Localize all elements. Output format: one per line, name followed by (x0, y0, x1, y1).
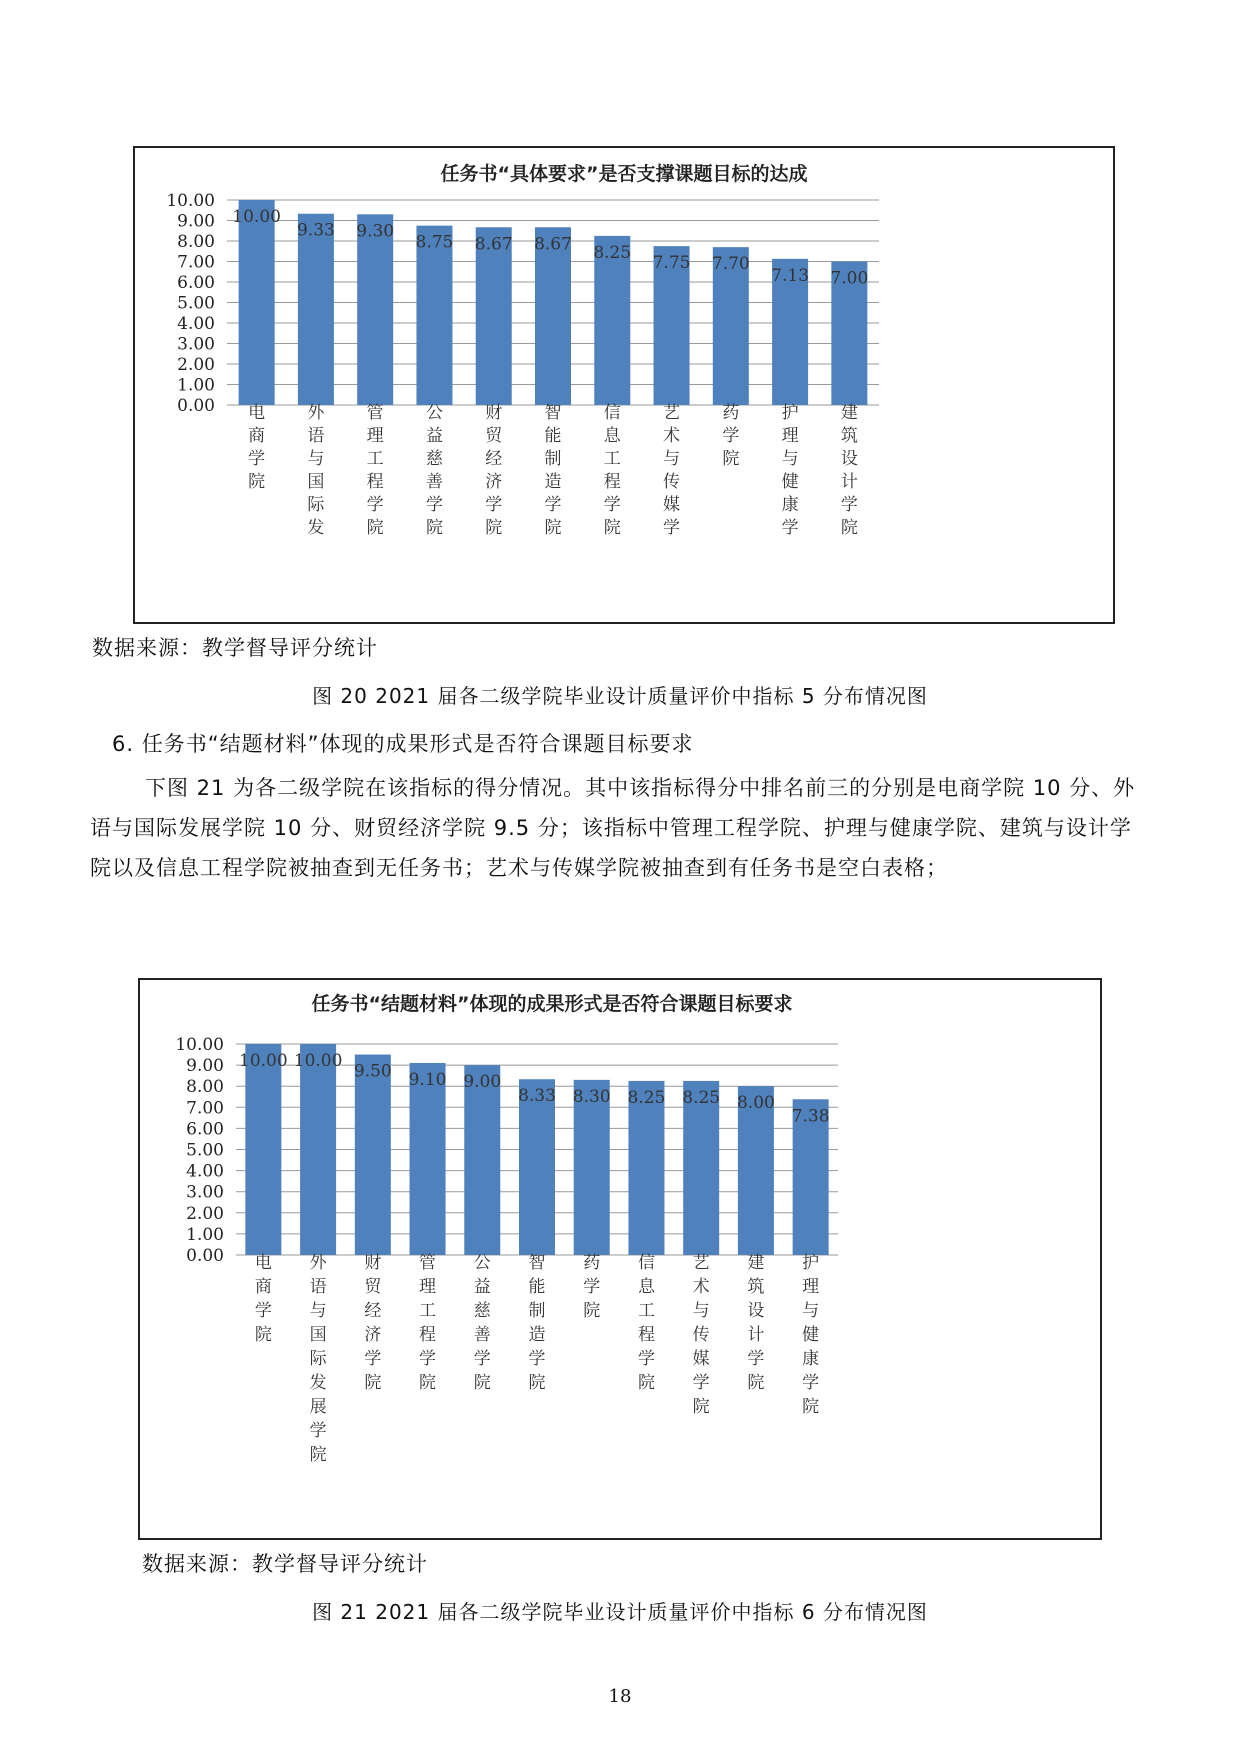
category-char: 与 (307, 449, 325, 469)
category-char: 护 (802, 1253, 820, 1273)
category-char: 学 (583, 1277, 601, 1297)
data-label: 8.00 (736, 1093, 775, 1114)
category-char: 济 (364, 1325, 382, 1345)
bar (357, 214, 393, 405)
data-label: 8.75 (415, 232, 454, 253)
category-char: 能 (528, 1277, 546, 1297)
category-char: 程 (637, 1325, 655, 1345)
category-label (663, 403, 680, 538)
category-char: 慈 (425, 449, 443, 469)
category-char: 学 (802, 1373, 820, 1393)
category-label (307, 403, 325, 538)
bar (298, 214, 334, 405)
category-char: 传 (663, 472, 681, 492)
category-label (248, 403, 265, 492)
category-char: 工 (603, 449, 621, 469)
category-label (419, 1253, 436, 1393)
category-label (604, 403, 622, 538)
category-char: 院 (309, 1445, 327, 1465)
category-char: 息 (603, 426, 621, 446)
category-char: 制 (528, 1301, 546, 1321)
y-tick-label: 7.00 (186, 1098, 224, 1119)
category-char: 工 (366, 449, 384, 469)
chart-title: 任务书“具体要求”是否支撑课题目标的达成 (440, 163, 808, 185)
data-label: 10.00 (232, 207, 281, 227)
data-label: 8.30 (572, 1086, 611, 1107)
category-char: 媒 (663, 495, 681, 515)
category-char: 媒 (692, 1349, 710, 1369)
category-char: 学 (364, 1349, 382, 1369)
figure-caption: 图 20 2021 届各二级学院毕业设计质量评价中指标 5 分布情况图 (312, 684, 928, 708)
category-char: 学 (248, 449, 266, 469)
category-char: 公 (473, 1253, 491, 1273)
category-char: 院 (528, 1373, 546, 1393)
data-label: 9.10 (408, 1069, 447, 1090)
category-char: 建 (747, 1253, 765, 1273)
y-tick-label: 1.00 (186, 1224, 224, 1245)
category-char: 语 (309, 1277, 327, 1297)
y-tick-label: 4.00 (186, 1161, 224, 1182)
category-char: 学 (637, 1349, 655, 1369)
category-char: 与 (663, 449, 681, 469)
category-char: 院 (603, 518, 621, 538)
category-char: 理 (781, 426, 799, 446)
bar (245, 1044, 281, 1255)
category-char: 造 (528, 1325, 546, 1345)
category-char: 管 (366, 403, 384, 423)
y-tick-label: 10.00 (175, 1035, 224, 1055)
category-char: 学 (692, 1373, 710, 1393)
y-tick-label: 8.00 (186, 1077, 224, 1098)
category-char: 护 (781, 403, 799, 423)
category-char: 学 (747, 1349, 765, 1369)
category-char: 院 (637, 1373, 655, 1393)
y-tick-label: 0.00 (186, 1246, 224, 1266)
category-label (782, 403, 799, 538)
data-label: 9.30 (356, 221, 395, 242)
y-tick-label: 3.00 (186, 1182, 224, 1203)
y-tick-label: 9.00 (186, 1056, 224, 1077)
category-char: 贸 (485, 426, 503, 446)
category-label (841, 403, 858, 538)
category-char: 与 (781, 449, 799, 469)
category-char: 与 (692, 1301, 710, 1321)
body-paragraph: 下图 21 为各二级学院在该指标的得分情况。其中该指标得分中排名前三的分别是电商学院 10 分、外语与国际发展学院 10 分、财贸经济学院 9.5 分；该指标中管理工程学院、护理与健康学院、建筑与设计学院以及信息工程学院被抽查到无任务书；艺术与传媒学院被抽查到有任务书是空白表格； (90, 776, 1136, 880)
category-char: 理 (366, 426, 384, 446)
category-char: 学 (309, 1421, 327, 1441)
data-label: 7.38 (791, 1106, 830, 1127)
category-char: 与 (802, 1301, 820, 1321)
category-char: 健 (781, 472, 799, 492)
category-label (485, 403, 503, 538)
data-label: 7.75 (652, 253, 691, 274)
category-char: 术 (663, 426, 681, 446)
page-number: 18 (608, 1686, 632, 1707)
category-char: 院 (544, 518, 562, 538)
category-char: 院 (248, 472, 266, 492)
category-char: 语 (307, 426, 325, 446)
category-char: 学 (425, 495, 443, 515)
data-source-note: 数据来源：教学督导评分统计 (92, 636, 378, 660)
y-tick-label: 3.00 (177, 334, 215, 355)
y-tick-label: 5.00 (177, 293, 215, 314)
category-label (367, 403, 384, 538)
category-label (529, 1253, 546, 1393)
category-char: 电 (248, 403, 266, 423)
category-char: 学 (603, 495, 621, 515)
data-label: 7.00 (830, 268, 869, 289)
category-char: 院 (473, 1373, 491, 1393)
category-label (255, 1253, 272, 1345)
section-heading: 6. 任务书“结题材料”体现的成果形式是否符合课题目标要求 (112, 732, 694, 756)
category-char: 健 (802, 1325, 820, 1345)
bar (355, 1055, 391, 1255)
y-tick-label: 7.00 (177, 252, 215, 273)
category-char: 发 (307, 518, 325, 538)
category-label (583, 1253, 600, 1321)
category-char: 信 (637, 1253, 655, 1273)
data-label: 10.00 (239, 1051, 288, 1071)
data-label: 8.25 (627, 1087, 666, 1108)
category-char: 院 (366, 518, 384, 538)
category-char: 院 (364, 1373, 382, 1393)
y-tick-label: 6.00 (177, 273, 215, 293)
category-char: 院 (425, 518, 443, 538)
category-char: 康 (781, 495, 799, 515)
category-label (693, 1253, 710, 1417)
bar-chart-indicator-6 (140, 980, 1100, 1538)
category-char: 学 (366, 495, 384, 515)
category-char: 院 (802, 1397, 820, 1417)
y-tick-label: 8.00 (177, 232, 215, 252)
category-char: 智 (528, 1253, 546, 1273)
category-label (545, 403, 562, 538)
category-char: 管 (419, 1253, 437, 1273)
category-char: 学 (419, 1349, 437, 1369)
category-label (426, 403, 443, 538)
category-char: 公 (425, 403, 443, 423)
y-tick-label: 9.00 (177, 211, 215, 232)
y-tick-label: 10.00 (166, 191, 215, 211)
category-char: 财 (485, 403, 503, 423)
category-char: 发 (309, 1373, 327, 1393)
category-char: 院 (485, 518, 503, 538)
data-label: 8.25 (593, 242, 632, 263)
category-char: 际 (309, 1349, 327, 1369)
category-label (802, 1253, 819, 1417)
category-label (747, 1253, 764, 1393)
category-char: 益 (425, 426, 443, 446)
category-char: 息 (637, 1277, 655, 1297)
bar (239, 200, 275, 405)
category-char: 财 (364, 1253, 382, 1273)
category-char: 国 (309, 1325, 327, 1345)
category-char: 计 (747, 1325, 765, 1345)
data-label: 8.25 (682, 1087, 721, 1108)
category-char: 益 (473, 1277, 491, 1297)
category-char: 学 (722, 426, 740, 446)
data-label: 9.00 (463, 1072, 502, 1093)
category-char: 善 (425, 472, 443, 492)
category-char: 学 (840, 495, 858, 515)
data-label: 9.33 (296, 220, 335, 241)
bar (410, 1063, 446, 1255)
category-char: 程 (366, 472, 384, 492)
category-char: 艺 (663, 403, 681, 423)
data-label: 10.00 (293, 1051, 343, 1071)
category-label (474, 1253, 491, 1393)
category-char: 制 (544, 449, 562, 469)
y-tick-label: 4.00 (177, 314, 215, 334)
category-char: 药 (722, 403, 740, 423)
y-tick-label: 2.00 (177, 355, 215, 375)
category-char: 能 (544, 426, 562, 446)
category-char: 传 (692, 1325, 710, 1345)
category-char: 际 (307, 495, 325, 515)
data-label: 8.33 (518, 1086, 556, 1107)
category-char: 设 (747, 1301, 765, 1321)
category-char: 造 (544, 472, 562, 492)
bar-chart-indicator-5 (135, 148, 1113, 622)
data-label: 8.67 (534, 234, 572, 255)
category-char: 工 (637, 1301, 655, 1321)
category-char: 学 (485, 495, 503, 515)
data-label: 7.13 (771, 265, 810, 286)
y-tick-label: 2.00 (186, 1203, 224, 1224)
category-char: 药 (583, 1253, 601, 1273)
category-char: 善 (473, 1325, 491, 1345)
category-char: 筑 (840, 426, 858, 446)
category-char: 设 (840, 449, 858, 469)
category-char: 院 (583, 1301, 601, 1321)
chart-figure-20 (133, 146, 1115, 624)
category-char: 理 (802, 1277, 820, 1297)
category-char: 院 (692, 1397, 710, 1417)
category-char: 与 (309, 1301, 327, 1321)
category-char: 国 (307, 472, 325, 492)
category-char: 外 (309, 1253, 327, 1273)
category-char: 智 (544, 403, 562, 423)
data-label: 9.50 (353, 1061, 392, 1082)
category-char: 院 (419, 1373, 437, 1393)
y-tick-label: 0.00 (177, 396, 215, 416)
category-char: 经 (364, 1301, 382, 1321)
category-char: 经 (485, 449, 503, 469)
category-char: 学 (528, 1349, 546, 1369)
category-char: 程 (603, 472, 621, 492)
category-char: 工 (419, 1301, 437, 1321)
category-char: 商 (248, 426, 266, 446)
category-label (722, 403, 739, 469)
chart-figure-21 (138, 978, 1102, 1540)
category-char: 院 (840, 518, 858, 538)
category-char: 学 (663, 518, 681, 538)
category-char: 外 (307, 403, 325, 423)
figure-caption: 图 21 2021 届各二级学院毕业设计质量评价中指标 6 分布情况图 (312, 1600, 928, 1624)
bar (464, 1065, 500, 1255)
bar (300, 1044, 336, 1255)
data-source-note: 数据来源：教学督导评分统计 (142, 1552, 428, 1576)
category-char: 学 (473, 1349, 491, 1369)
category-char: 信 (603, 403, 621, 423)
y-tick-label: 6.00 (186, 1119, 224, 1140)
chart-title: 任务书“结题材料”体现的成果形式是否符合课题目标要求 (311, 993, 793, 1015)
category-char: 慈 (473, 1301, 491, 1321)
data-label: 8.67 (474, 234, 513, 255)
category-char: 学 (254, 1301, 272, 1321)
category-char: 院 (254, 1325, 272, 1345)
category-char: 展 (309, 1397, 327, 1417)
category-char: 康 (802, 1349, 820, 1369)
category-char: 建 (840, 403, 858, 423)
category-char: 院 (747, 1373, 765, 1393)
category-char: 学 (544, 495, 562, 515)
category-char: 商 (254, 1277, 272, 1297)
y-tick-label: 5.00 (186, 1140, 224, 1161)
category-char: 济 (485, 472, 503, 492)
category-char: 艺 (692, 1253, 710, 1273)
category-char: 程 (419, 1325, 437, 1345)
category-char: 术 (692, 1277, 710, 1297)
category-char: 院 (722, 449, 740, 469)
category-char: 筑 (747, 1277, 765, 1297)
category-char: 理 (419, 1277, 437, 1297)
category-label (310, 1253, 328, 1465)
category-char: 学 (781, 518, 799, 538)
category-char: 贸 (364, 1277, 382, 1297)
category-label (638, 1253, 656, 1393)
y-tick-label: 1.00 (177, 375, 215, 396)
category-char: 电 (254, 1253, 272, 1273)
data-label: 7.70 (711, 254, 750, 275)
category-label (364, 1253, 382, 1393)
category-char: 计 (840, 472, 858, 492)
